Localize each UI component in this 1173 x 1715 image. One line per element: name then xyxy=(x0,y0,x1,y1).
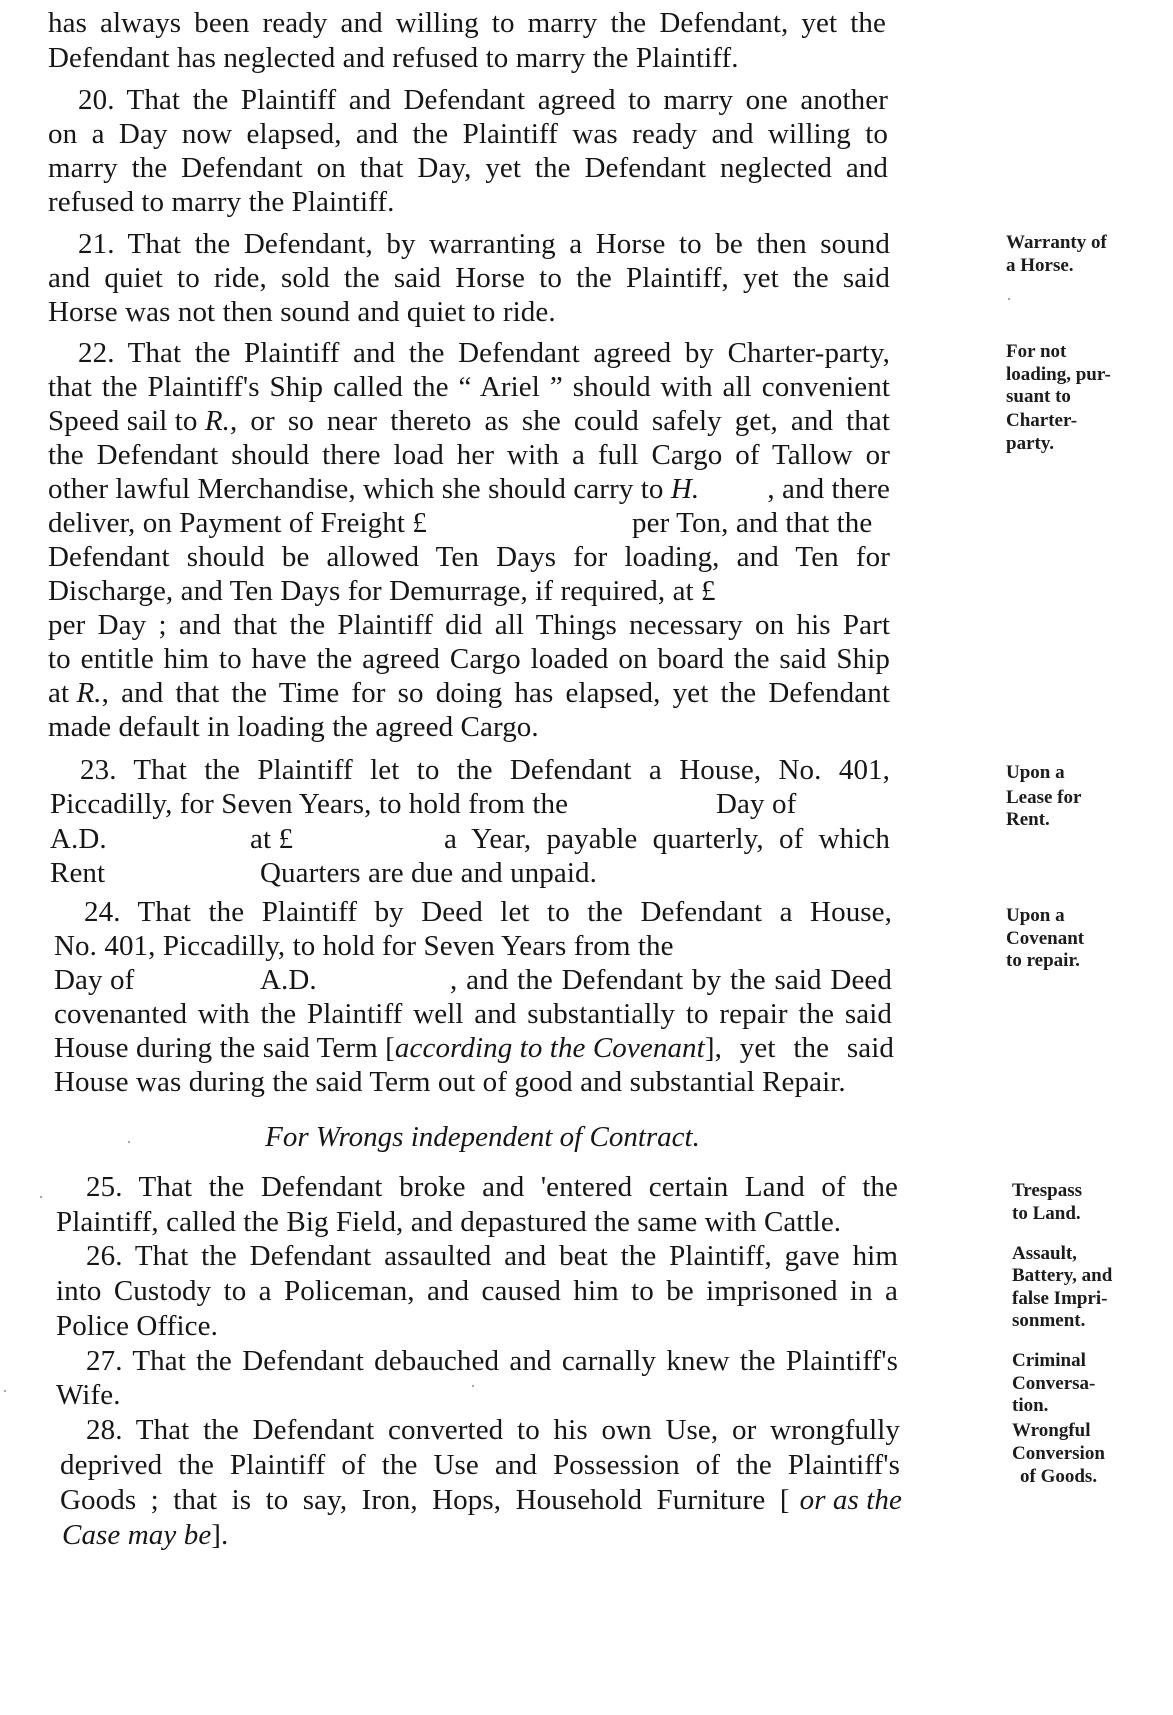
text-line: 26. That the Defendant assaulted and beat the Plaintiff, gave him xyxy=(86,1240,898,1272)
text-span: House during the said Term [ xyxy=(54,1032,395,1064)
text-line: covenanted with the Plaintiff well and substantially to repair the said xyxy=(54,998,892,1030)
text-line xyxy=(62,1518,228,1552)
italic-span: or as the xyxy=(799,1484,902,1516)
text-span: at xyxy=(48,677,77,709)
text-line: to entitle him to have the agreed Cargo loaded on board the said Ship xyxy=(48,643,890,675)
text-line: a Year, payable quarterly, of which xyxy=(444,823,890,855)
text-line: at £ xyxy=(250,823,294,855)
text-line: per Day ; and that the Plaintiff did all Things necessary on his Part xyxy=(48,609,890,641)
margin-note: of Goods. xyxy=(1020,1466,1098,1487)
text-line xyxy=(54,1031,894,1065)
text-span: ], yet the said xyxy=(704,1032,894,1064)
margin-note: sonment. xyxy=(1012,1310,1086,1331)
margin-note: loading, pur- xyxy=(1006,364,1111,385)
text-line: , and the Defendant by the said Deed xyxy=(450,964,892,996)
text-line: Defendant has neglected and refused to marry the Plaintiff. xyxy=(48,42,739,74)
margin-note: Wrongful xyxy=(1012,1420,1091,1441)
margin-note: false Impri- xyxy=(1012,1288,1108,1309)
text-line: Piccadilly, for Seven Years, to hold from the xyxy=(50,788,569,820)
margin-note: tion. xyxy=(1012,1395,1049,1416)
scan-speck xyxy=(472,1385,474,1387)
margin-note: Criminal xyxy=(1012,1350,1086,1371)
text-line: Discharge, and Ten Days for Demurrage, if required, at £ xyxy=(48,575,716,607)
margin-note: Assault, xyxy=(1012,1243,1077,1264)
text-line: deliver, on Payment of Freight £ xyxy=(48,507,427,539)
text-line: marry the Defendant on that Day, yet the Defendant neglected and xyxy=(48,152,888,184)
text-line: House was during the said Term out of good and substantial Repair. xyxy=(54,1066,846,1098)
text-span: , and that the Time for so doing has elapsed, yet the Defendant xyxy=(101,677,890,709)
text-line: has always been ready and willing to marry the Defendant, yet the xyxy=(48,7,886,39)
text-line: 28. That the Defendant converted to his own Use, or wrongfully xyxy=(86,1414,900,1446)
margin-note: Lease for xyxy=(1006,787,1082,808)
margin-note: Upon a xyxy=(1006,905,1065,926)
scan-speck xyxy=(40,1196,42,1198)
text-line: Police Office. xyxy=(56,1310,218,1342)
text-line: Wife. xyxy=(56,1379,121,1411)
text-line: refused to marry the Plaintiff. xyxy=(48,186,395,218)
text-line: deprived the Plaintiff of the Use and Possession of the Plaintiff's xyxy=(60,1449,900,1481)
text-span: other lawful Merchandise, which she should carry to xyxy=(48,473,671,505)
text-line: on a Day now elapsed, and the Plaintiff was ready and willing to xyxy=(48,118,888,150)
text-line xyxy=(48,676,890,710)
text-line: Quarters are due and unpaid. xyxy=(260,857,597,889)
text-line: 23. That the Plaintiff let to the Defendant a House, No. 401, xyxy=(80,754,890,786)
text-span: Speed sail to xyxy=(48,405,205,437)
scan-speck xyxy=(128,1141,130,1143)
place-r: R. xyxy=(76,677,102,709)
text-line: Day of xyxy=(716,788,797,820)
text-line: 20. That the Plaintiff and Defendant agreed to marry one another xyxy=(78,84,888,116)
text-line: A.D. xyxy=(260,964,317,996)
scan-speck xyxy=(4,1390,6,1392)
italic-span: according to the Covenant xyxy=(394,1032,705,1064)
place-h: H. xyxy=(670,473,700,505)
text-line: No. 401, Piccadilly, to hold for Seven Years from the xyxy=(54,930,674,962)
text-span: ]. xyxy=(211,1519,229,1551)
text-line: Rent xyxy=(50,857,106,889)
text-line: and quiet to ride, sold the said Horse to the Plaintiff, yet the said xyxy=(48,262,890,294)
text-span: Goods ; that is to say, Iron, Hops, Household Furniture [ xyxy=(60,1484,790,1516)
text-span: , or so near thereto as she could safely get, and that xyxy=(230,405,890,437)
text-line: Horse was not then sound and quiet to ride. xyxy=(48,296,556,328)
text-line: per Ton, and that the xyxy=(632,507,873,539)
text-span: , and there xyxy=(767,473,890,505)
text-line xyxy=(48,404,890,438)
margin-note: a Horse. xyxy=(1006,255,1074,276)
text-line xyxy=(48,472,890,506)
text-line: Defendant should be allowed Ten Days for loading, and Ten for xyxy=(48,541,890,573)
text-line xyxy=(60,1483,902,1517)
scan-speck xyxy=(1008,298,1010,300)
text-line: 22. That the Plaintiff and the Defendant agreed by Charter-party, xyxy=(78,337,890,369)
margin-note: Charter- xyxy=(1006,410,1078,431)
section-heading: For Wrongs independent of Contract. xyxy=(265,1121,700,1153)
text-line: 21. That the Defendant, by warranting a Horse to be then sound xyxy=(78,228,890,260)
margin-note: Conversa- xyxy=(1012,1373,1096,1394)
margin-note: Warranty of xyxy=(1006,232,1107,253)
text-line: made default in loading the agreed Cargo. xyxy=(48,711,539,743)
margin-note: Battery, and xyxy=(1012,1265,1113,1286)
margin-note: to repair. xyxy=(1006,950,1080,971)
text-line: A.D. xyxy=(50,823,107,855)
italic-span: Case may be xyxy=(62,1519,212,1551)
text-line: 27. That the Defendant debauched and carnally knew the Plaintiff's xyxy=(86,1345,898,1377)
margin-note: Upon a xyxy=(1006,762,1065,783)
margin-note: to Land. xyxy=(1012,1203,1081,1224)
margin-note: suant to xyxy=(1006,386,1071,407)
text-line: the Defendant should there load her with a full Cargo of Tallow or xyxy=(48,439,890,471)
margin-note: Covenant xyxy=(1006,928,1085,949)
text-line: Day of xyxy=(54,964,135,996)
margin-note: party. xyxy=(1006,433,1055,454)
place-r: R. xyxy=(204,405,231,437)
margin-note: Conversion xyxy=(1012,1443,1105,1464)
margin-note: Trespass xyxy=(1012,1180,1083,1201)
text-line: 25. That the Defendant broke and 'entered certain Land of the xyxy=(86,1171,898,1203)
text-line: into Custody to a Policeman, and caused him to be imprisoned in a xyxy=(56,1275,898,1307)
margin-note: For not xyxy=(1006,341,1067,362)
text-line: 24. That the Plaintiff by Deed let to the Defendant a House, xyxy=(84,896,892,928)
text-line: Plaintiff, called the Big Field, and depastured the same with Cattle. xyxy=(56,1206,842,1238)
margin-note: Rent. xyxy=(1006,809,1050,830)
text-line: that the Plaintiff's Ship called the “ Ariel ” should with all convenient xyxy=(48,371,890,403)
